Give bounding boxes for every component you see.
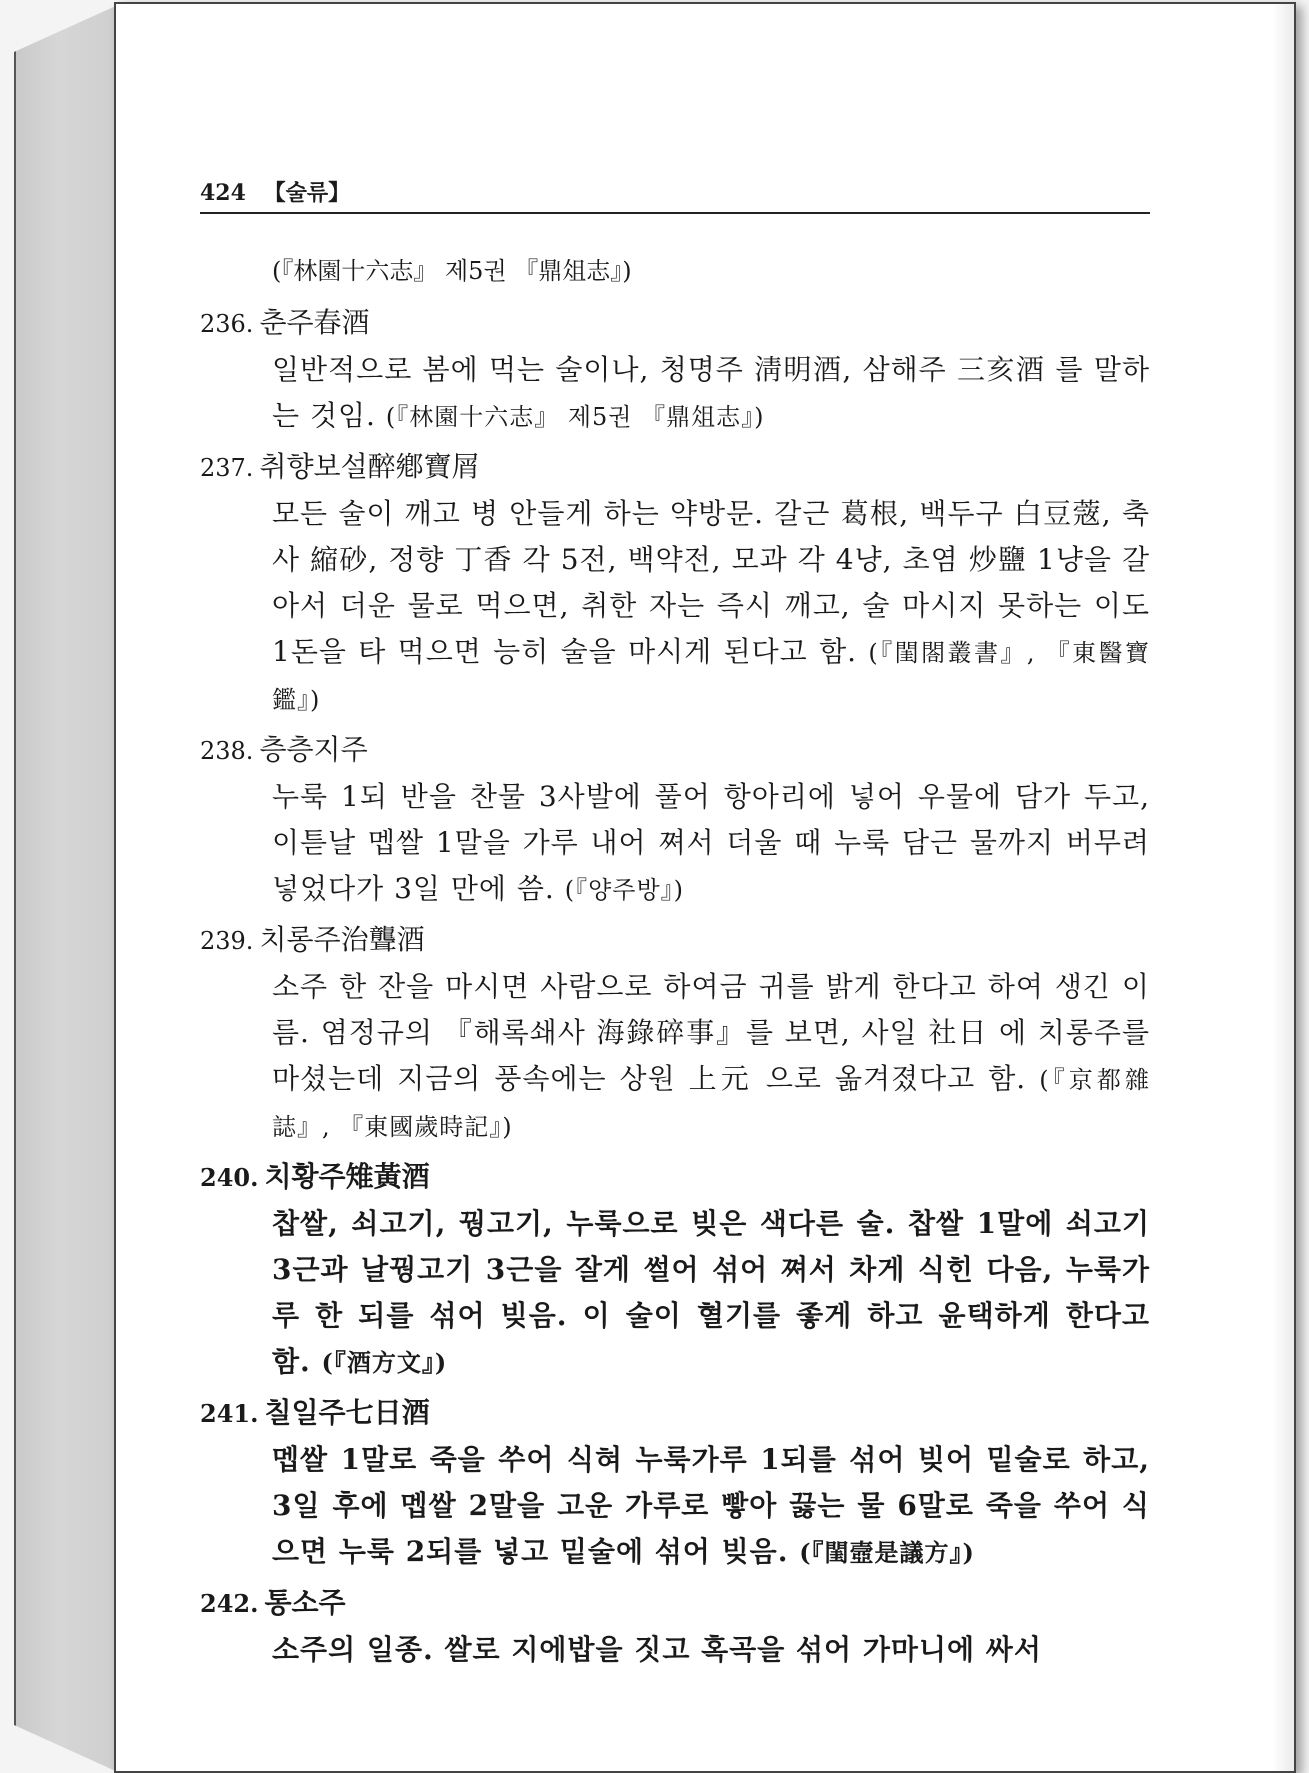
entry-heading: 춘주春酒 <box>259 306 370 339</box>
entry-number: 236. <box>200 310 254 338</box>
entry-source: (『閨閤叢書』, 『東醫寶鑑』) <box>272 639 1150 714</box>
entry-text: 누룩 1되 반을 찬물 3사발에 풀어 항아리에 넣어 우물에 담가 두고, 이튿날 멥쌀 1말을 가루 내어 쪄서 더울 때 누룩 담근 물까지 버무려 넣었다가 3일 만에 씀. <box>272 780 1150 905</box>
entry-number: 239. <box>200 927 254 955</box>
entry-heading: 치롱주治聾酒 <box>259 923 425 956</box>
entry-body <box>272 347 1150 440</box>
entry-heading: 층층지주 <box>259 733 368 766</box>
entry-238 <box>200 727 1150 913</box>
entry-237 <box>200 444 1150 723</box>
book-side-edge <box>14 4 120 1773</box>
entry-number: 241. <box>200 1399 259 1428</box>
entry-heading: 칠일주七日酒 <box>264 1396 430 1429</box>
entry-text: 찹쌀, 쇠고기, 꿩고기, 누룩으로 빚은 색다른 술. 찹쌀 1말에 쇠고기 3근과 날꿩고기 3근을 잘게 썰어 섞어 쪄서 차게 식힌 다음, 누룩가루 한 되를 섞어 빚음. 이 술이 혈기를 좋게 하고 윤택하게 한다고 함. <box>272 1207 1150 1378</box>
running-header <box>200 176 1150 214</box>
entry-242 <box>200 1580 1150 1674</box>
entry-source: (『林園十六志』 제5권 『鼎俎志』) <box>385 403 765 431</box>
entry-text: 소주의 일종. 쌀로 지에밥을 짓고 혹곡을 섞어 가마니에 싸서 <box>272 1633 1042 1666</box>
entry-heading: 치황주雉黃酒 <box>264 1160 430 1193</box>
entry-source: (『酒方文』) <box>321 1348 448 1377</box>
entry-236 <box>200 300 1150 440</box>
page-content <box>200 248 1150 1678</box>
entry-title <box>200 727 1150 774</box>
entry-title <box>200 300 1150 347</box>
entry-240 <box>200 1154 1150 1386</box>
entry-text: 소주 한 잔을 마시면 사람으로 하여금 귀를 밝게 한다고 하여 생긴 이름. 염정규의 『해록쇄사 海錄碎事』를 보면, 사일 社日 에 치롱주를 마셨는데 지금의 풍속에는 상원 上元 으로 옮겨졌다고 함. <box>272 970 1150 1095</box>
entry-239 <box>200 917 1150 1150</box>
entry-heading: 통소주 <box>264 1586 346 1619</box>
entry-source: (『閨壼是議方』) <box>799 1538 975 1567</box>
entry-number: 240. <box>200 1163 259 1192</box>
entry-source: (『京都雜誌』, 『東國歲時記』) <box>272 1066 1150 1141</box>
entry-heading: 취향보설醉鄕寶屑 <box>259 450 480 483</box>
entry-body <box>272 1437 1150 1576</box>
entry-text: 멥쌀 1말로 죽을 쑤어 식혀 누룩가루 1되를 섞어 빚어 밑술로 하고, 3일 후에 멥쌀 2말을 고운 가루로 빻아 끓는 물 6말로 죽을 쑤어 식으면 누룩 2되를 넣고 밑술에 섞어 빚음. <box>272 1443 1150 1568</box>
entry-source: (『양주방』) <box>564 876 684 904</box>
entry-text: 모든 술이 깨고 병 안들게 하는 약방문. 갈근 葛根, 백두구 白豆蔲, 축사 縮砂, 정향 丁香 각 5전, 백약전, 모과 각 4냥, 초염 炒鹽 1냥을 갈아서 더운 물로 먹으면, 취한 자는 즉시 깨고, 술 마시지 못하는 이도 1돈을 타 먹으면 능히 술을 마시게 된다고 함. <box>272 497 1150 668</box>
entry-title <box>200 1154 1150 1201</box>
entry-title <box>200 1390 1150 1437</box>
entry-number: 238. <box>200 737 254 765</box>
entry-title <box>200 1580 1150 1627</box>
entry-241 <box>200 1390 1150 1576</box>
entry-title <box>200 917 1150 964</box>
page-number: 424 <box>200 180 246 206</box>
entry-body <box>272 1627 1150 1674</box>
header-title: 【술류】 <box>263 180 351 206</box>
entry-body <box>272 1201 1150 1386</box>
page-shadow <box>1272 4 1294 1771</box>
entry-body <box>272 491 1150 723</box>
entry-title <box>200 444 1150 491</box>
continued-source: (『林園十六志』 제5권 『鼎俎志』) <box>272 257 632 285</box>
entry-number: 237. <box>200 454 254 482</box>
entry-body <box>272 774 1150 913</box>
entry-body <box>272 964 1150 1150</box>
entry-number: 242. <box>200 1589 259 1618</box>
entry-text: 일반적으로 봄에 먹는 술이나, 청명주 淸明酒, 삼해주 三亥酒 를 말하는 것임. <box>272 353 1150 432</box>
